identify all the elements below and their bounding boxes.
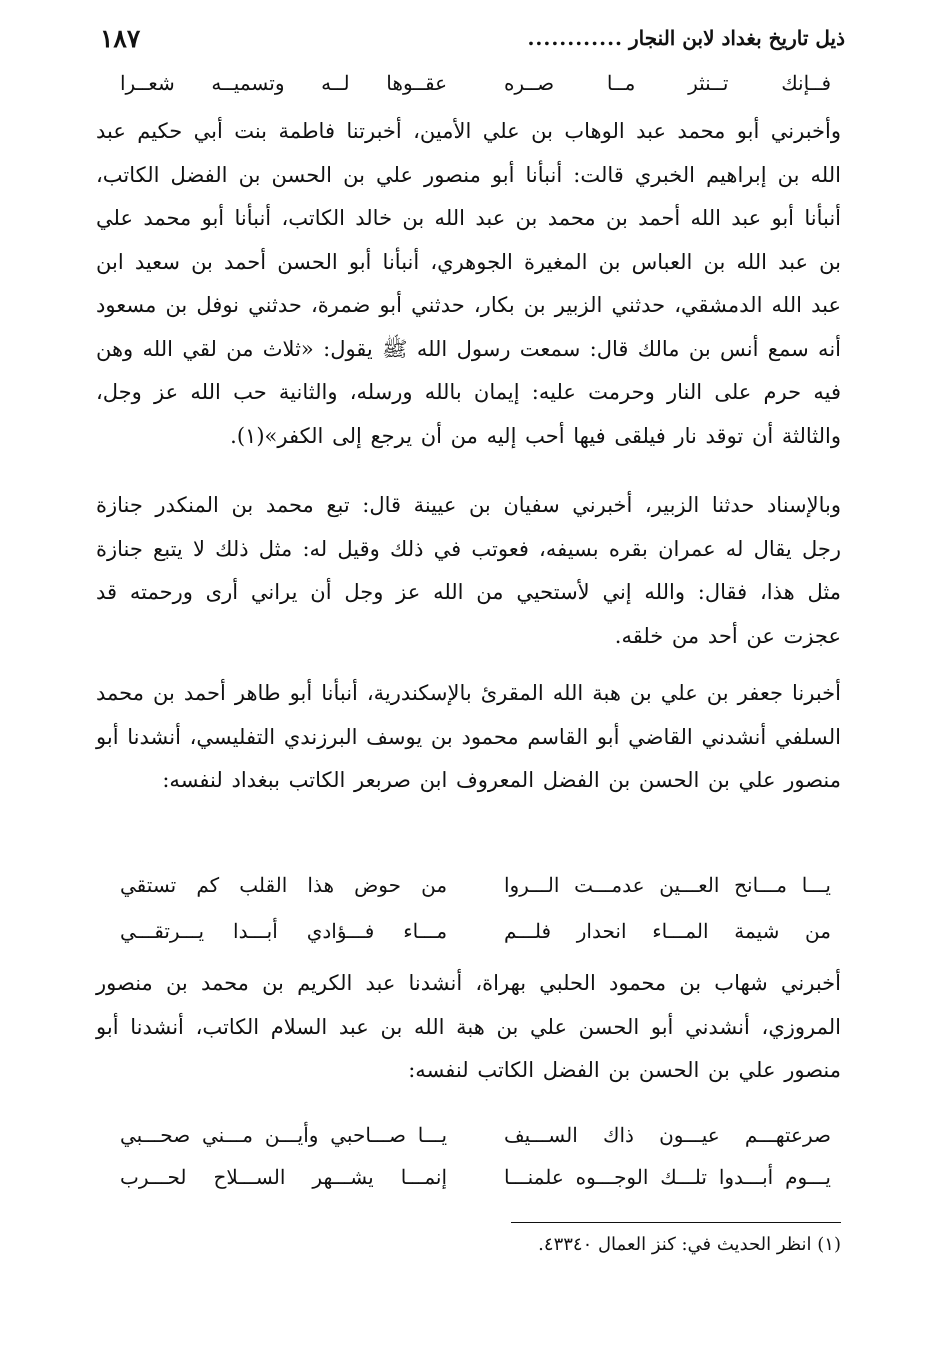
poem2-verse-2 xyxy=(120,1162,831,1192)
verse-hemistich-left: يـــا صـــاحبي وأيـــن مـــني صحـــبي xyxy=(120,1123,448,1147)
poem1-verse-1 xyxy=(120,870,831,900)
footnote-rule xyxy=(511,1222,841,1223)
verse-hemistich-right: من شيمة المـــاء انحدار فلـــم xyxy=(503,919,831,943)
verse-hemistich-left: إنمـــا يشـــهر الســـلاح لحـــرب xyxy=(120,1165,448,1189)
verse-hemistich-right: صرعتهـــم عيـــون ذاك الســـيف xyxy=(503,1123,831,1147)
paragraph-2: وبالإسناد حدثنا الزبير، أخبرني سفيان بن عيينة قال: تبع محمد بن المنكدر جنازة رجل يقال له عمران بقره بسيفه، فعوتب في ذلك وقيل له: مثل ذلك لا يتبع جنازة مثل هذا، فقال: والله إني لأستحيي من الله عز وجل أن يراني أرى ورحمته قد عجزت عن أحد من خلقه. xyxy=(96,493,841,648)
running-title-group xyxy=(527,26,845,50)
running-title: ذيل تاريخ بغداد لابن النجار xyxy=(629,26,845,50)
verse-hemistich-left: عقــوها لــه وتسميــه شعــرا xyxy=(120,71,448,95)
poem1-verse-2 xyxy=(120,916,831,946)
paragraph-1: وأخبرني أبو محمد عبد الوهاب بن علي الأمين، أخبرتنا فاطمة بنت أبي حكيم عبد الله بن إبراهيم الخبري قالت: أنبأنا أبو منصور علي بن الحسن بن الفضل الكاتب، أنبأنا أبو عبد الله أحمد بن محمد بن عبد الله بن خالد الكاتب، أنبأنا أبو محمد علي بن عبد الله بن العباس بن المغيرة الجوهري، أنبأنا أبو الحسن أحمد بن سعيد ابن عبد الله الدمشقي، حدثني الزبير بن بكار، حدثني أبو ضمرة، حدثني نوفل بن مسعود أنه سمع أنس بن مالك قال: سمعت رسول الله ﷺ يقول: «ثلاث من لقي الله وهن فيه حرم على النار وحرمت عليه: إيمان بالله ورسله، والثانية حب الله عز وجل، والثالثة أن توقد نار فيلقى فيها أحب إليه من أن يرجع إلى الكفر»(١). xyxy=(96,119,841,448)
opening-verse xyxy=(120,68,831,98)
verse-hemistich-right: يـــا مـــانح العـــين عدمـــت الـــروا xyxy=(503,873,831,897)
verse-hemistich-right: يـــوم أبـــدوا تلـــك الوجـــوه علمنـــا xyxy=(503,1165,831,1189)
verse-hemistich-left: مـــاء فـــؤادي أبـــدا يـــرتقـــي xyxy=(120,919,448,943)
header-dots: ............ xyxy=(527,26,623,50)
poem2-verse-1 xyxy=(120,1120,831,1150)
page-number: ١٨٧ xyxy=(100,23,141,53)
page-header xyxy=(100,18,845,58)
footnote: (١) انظر الحديث في: كنز العمال ٤٣٣٤٠. xyxy=(538,1234,841,1255)
paragraph-3: أخبرنا جعفر بن علي بن هبة الله المقرئ بالإسكندرية، أنبأنا أبو طاهر أحمد بن محمد السلفي أنشدني القاضي أبو القاسم محمود بن يوسف البرزندي التفليسي، أنشدنا أبو منصور علي بن الحسن بن الفضل المعروف ابن صربعر الكاتب ببغداد لنفسه: xyxy=(96,681,841,792)
paragraph-4: أخبرني شهاب بن محمود الحلبي بهراة، أنشدنا عبد الكريم بن محمد بن منصور المروزي، أنشدني أبو الحسن علي بن هبة الله بن عبد السلام الكاتب، أنشدنا أبو منصور علي بن الحسن بن الفضل الكاتب لنفسه: xyxy=(96,971,841,1082)
verse-hemistich-right: فــإنك تــنثر مــا صــره xyxy=(503,71,831,95)
verse-hemistich-left: من حوض هذا القلب كم تستقي xyxy=(120,873,448,897)
